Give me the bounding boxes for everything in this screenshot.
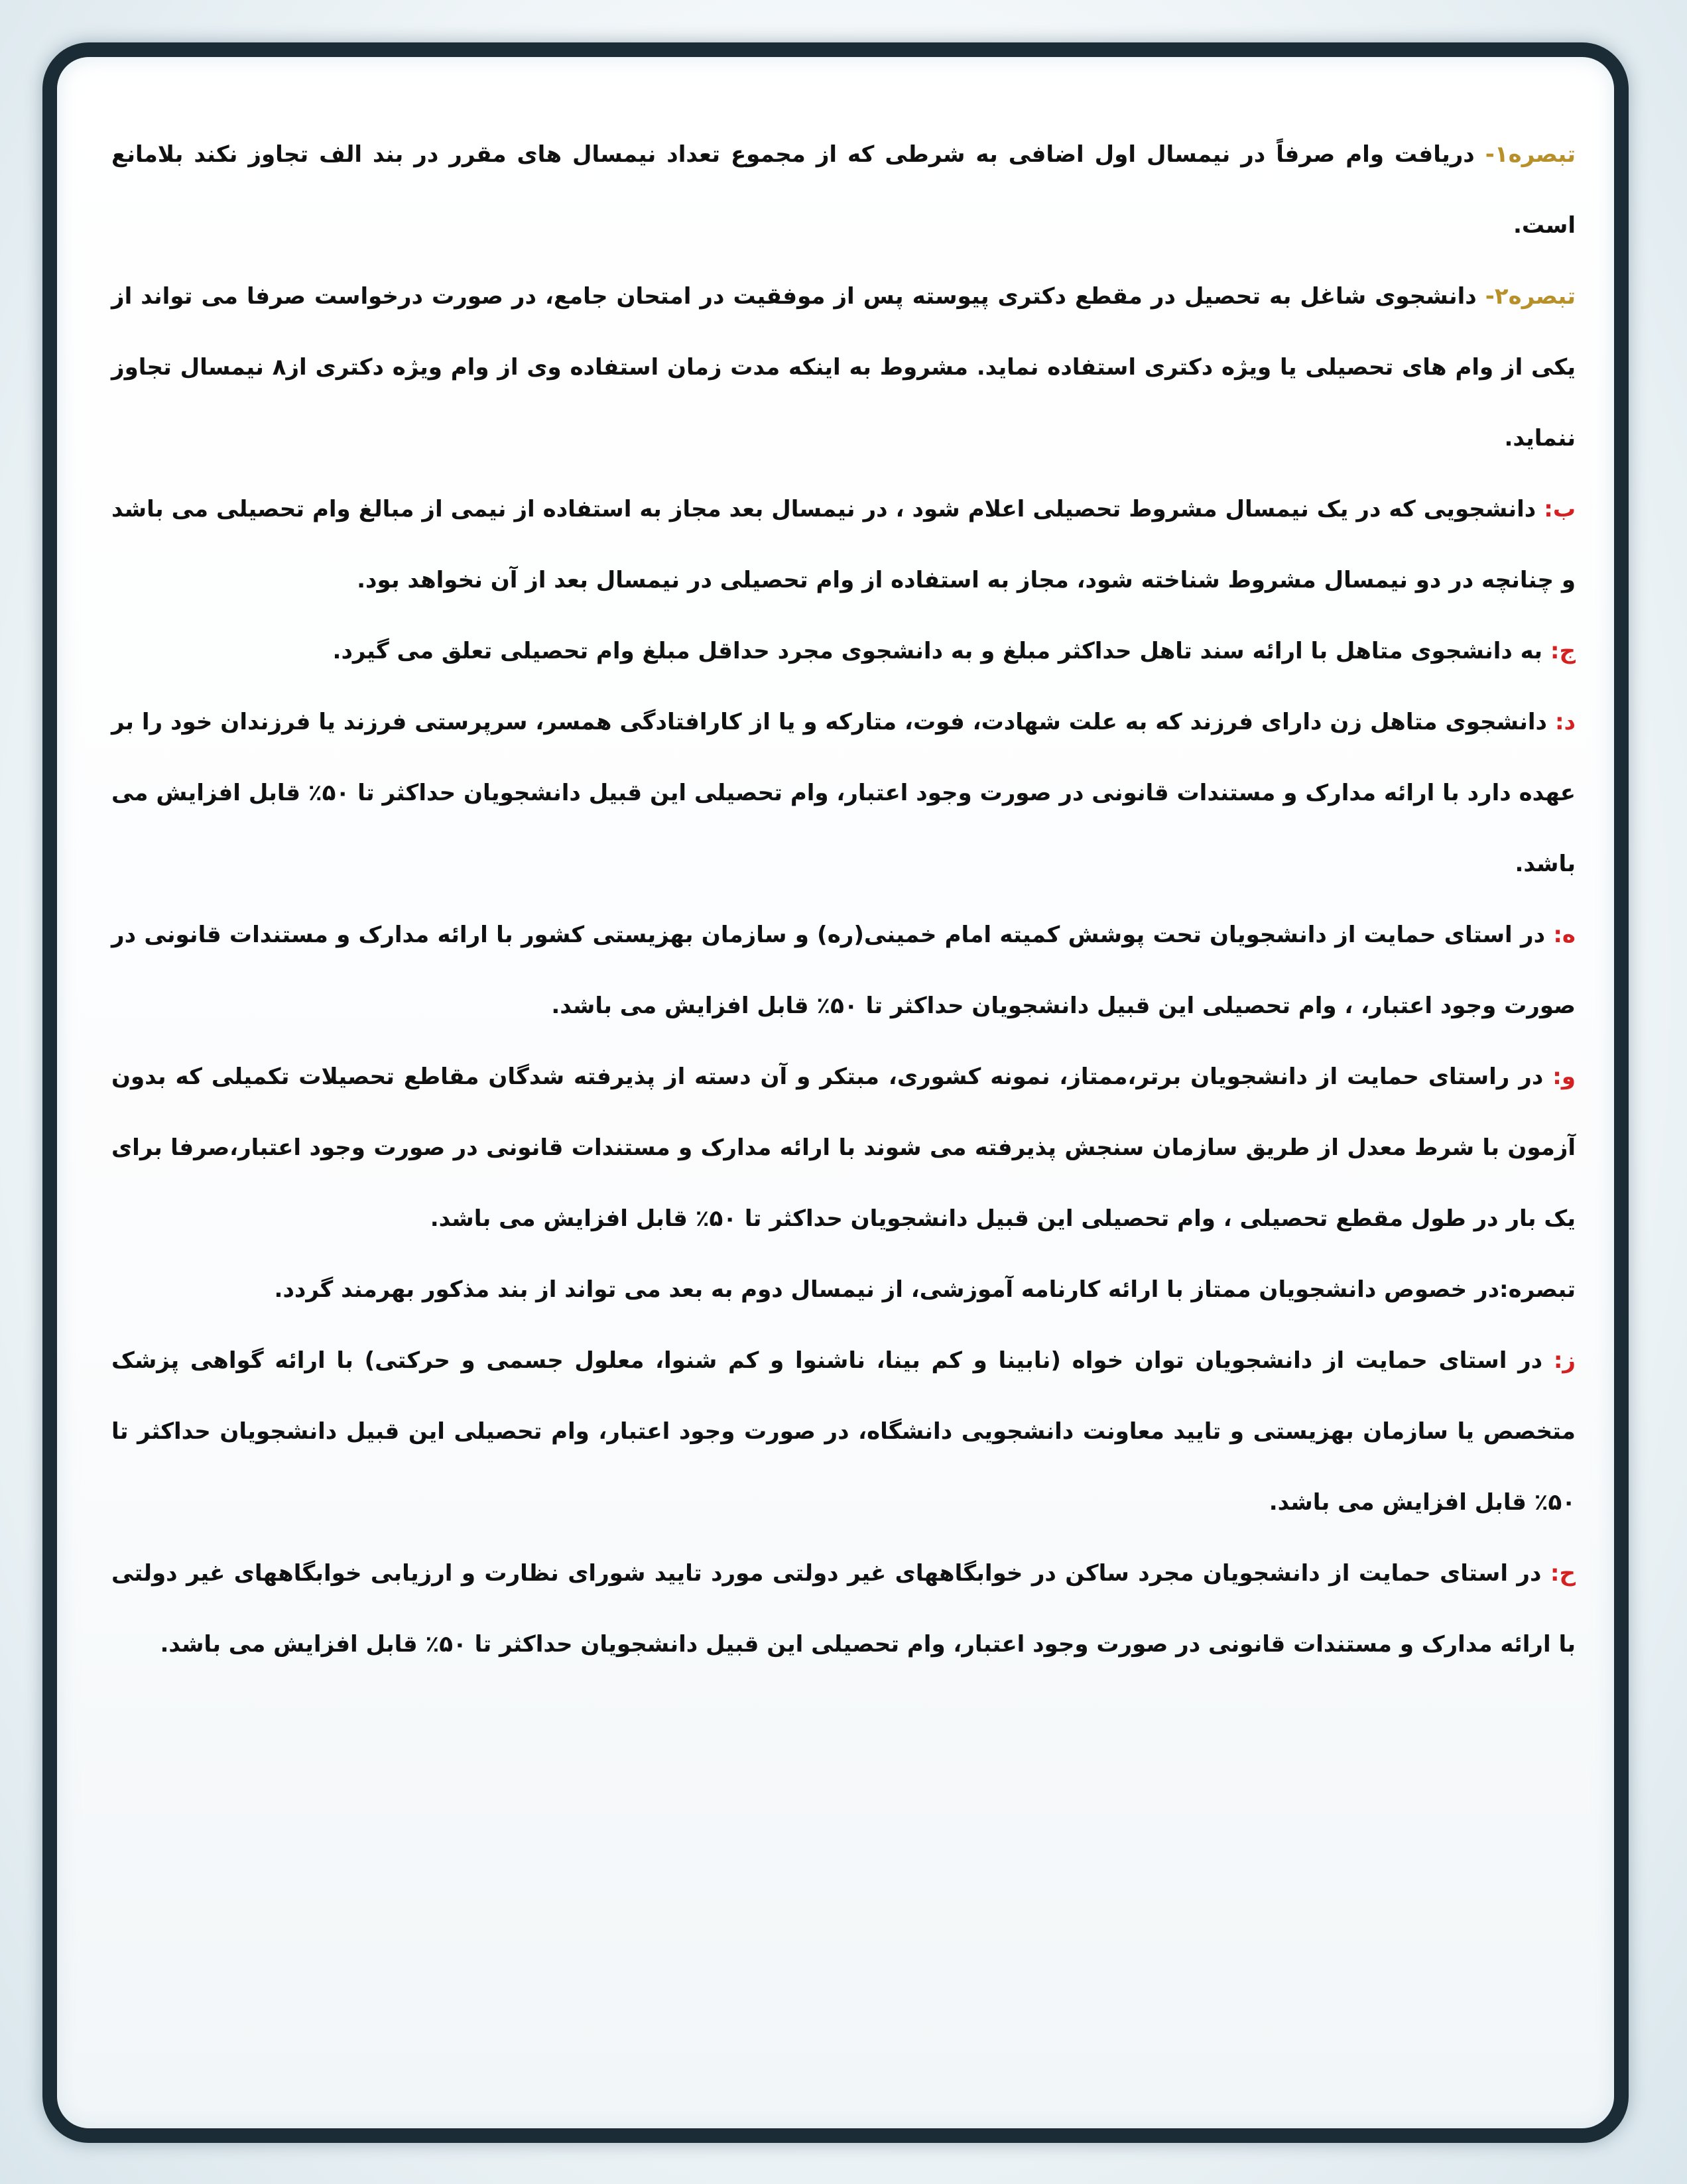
paragraph-clause-h2 xyxy=(111,1538,1576,1680)
clause-h2-text: در استای حمایت از دانشجویان مجرد ساکن در خوابگاههای غیر دولتی مورد تایید شورای نظارت و ارزیابی خوابگاههای غیر دولتی با ارائه مدارک و مستندات قانونی در صورت وجود اعتبار، وام تحصیلی این قبیل دانشجویان حداکثر تا ۵۰٪ قابل افزایش می باشد. xyxy=(111,1560,1576,1658)
clause-v-label: و: xyxy=(1552,1063,1576,1090)
clause-j-text: به دانشجوی متاهل با ارائه سند تاهل حداکثر مبلغ و به دانشجوی مجرد حداقل مبلغ وام تحصیلی تعلق می گیرد. xyxy=(332,638,1550,664)
paragraph-clause-j xyxy=(111,616,1576,687)
clause-b-label: ب: xyxy=(1544,496,1576,522)
note-1-text: دریافت وام صرفاً در نیمسال اول اضافی به شرطی که از مجموع تعداد نیمسال های مقرر در بند الف تجاوز نکند بلامانع است. xyxy=(111,141,1576,239)
document-body xyxy=(111,119,1576,1680)
clause-h2-label: ح: xyxy=(1550,1560,1576,1587)
clause-d-text: دانشجوی متاهل زن دارای فرزند که به علت شهادت، فوت، متارکه و یا از کارافتادگی همسر، سرپرستی فرزند یا فرزندان خود را بر عهده دارد با ارائه مدارک و مستندات قانونی در صورت وجود اعتبار، وام تحصیلی این قبیل دانشجویان حداکثر تا ۵۰٪ قابل افزایش می باشد. xyxy=(111,709,1576,877)
note-elite-text: تبصره:در خصوص دانشجویان ممتاز با ارائه کارنامه آموزشی، از نیمسال دوم به بعد می تواند از بند مذکور بهرمند گردد. xyxy=(274,1276,1576,1303)
paragraph-clause-z xyxy=(111,1325,1576,1538)
clause-j-label: ج: xyxy=(1550,638,1576,664)
paragraph-clause-b xyxy=(111,474,1576,616)
clause-z-text: در استای حمایت از دانشجویان توان خواه (نابینا و کم بینا، ناشنوا و کم شنوا، معلول جسمی و حرکتی) با ارائه گواهی پزشک متخصص یا سازمان بهزیستی و تایید معاونت دانشجویی دانشگاه، در صورت وجود اعتبار، وام تحصیلی این قبیل دانشجویان حداکثر تا ۵۰٪ قابل افزایش می باشد. xyxy=(111,1347,1576,1516)
note-2-text: دانشجوی شاغل به تحصیل در مقطع دکتری پیوسته پس از موفقیت در امتحان جامع، در صورت درخواست صرفا می تواند از یکی از وام های تحصیلی یا ویژه دکتری استفاده نماید. مشروط به اینکه مدت زمان استفاده وی از وام ویژه دکتری از۸ نیمسال تجاوز ننماید. xyxy=(111,283,1576,452)
paragraph-clause-h xyxy=(111,900,1576,1042)
clause-v-text: در راستای حمایت از دانشجویان برتر،ممتاز، نمونه کشوری، مبتکر و آن دسته از پذیرفته شدگان مقاطع تحصیلات تکمیلی که بدون آزمون با شرط معدل از طریق سازمان سنجش پذیرفته می شوند با ارائه مدارک و مستندات قانونی در صورت وجود اعتبار،صرفا برای یک بار در طول مقطع تحصیلی ، وام تحصیلی این قبیل دانشجویان حداکثر تا ۵۰٪ قابل افزایش می باشد. xyxy=(111,1063,1576,1232)
paragraph-note-elite xyxy=(111,1254,1576,1325)
note-1-label: تبصره۱- xyxy=(1485,141,1576,168)
paragraph-note-1 xyxy=(111,119,1576,261)
paragraph-clause-v xyxy=(111,1042,1576,1254)
clause-h-label: ه: xyxy=(1553,922,1576,948)
paragraph-clause-d xyxy=(111,687,1576,900)
note-2-label: تبصره۲- xyxy=(1485,283,1576,310)
paragraph-note-2 xyxy=(111,261,1576,474)
clause-b-text: دانشجویی که در یک نیمسال مشروط تحصیلی اعلام شود ، در نیمسال بعد مجاز به استفاده از نیمی از مبالغ وام تحصیلی می باشد و چنانچه در دو نیمسال مشروط شناخته شود، مجاز به استفاده از وام تحصیلی در نیمسال بعد از آن نخواهد بود. xyxy=(111,496,1576,593)
clause-d-label: د: xyxy=(1554,709,1576,735)
clause-h-text: در استای حمایت از دانشجویان تحت پوشش کمیته امام خمینی(ره) و سازمان بهزیستی کشور با ارائه مدارک و مستندات قانونی در صورت وجود اعتبار، ، وام تحصیلی این قبیل دانشجویان حداکثر تا ۵۰٪ قابل افزایش می باشد. xyxy=(111,922,1576,1019)
clause-z-label: ز: xyxy=(1553,1347,1576,1374)
